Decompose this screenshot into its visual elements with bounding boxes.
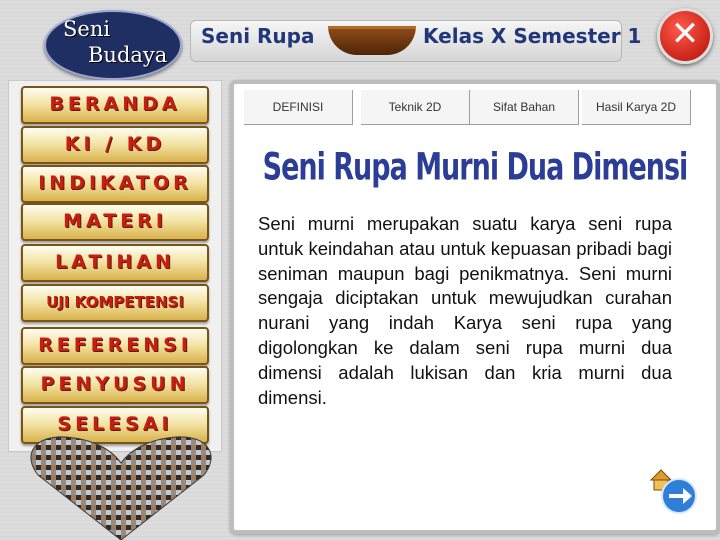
- next-arrow-icon: [662, 479, 696, 513]
- nav-label: LATIHAN: [55, 251, 175, 273]
- tab-label: Teknik 2D: [388, 100, 442, 114]
- nav-materi[interactable]: [21, 203, 209, 241]
- class-info: Kelas X Semester 1: [423, 24, 642, 48]
- nav-label: KI / KD: [64, 133, 166, 155]
- subject-title: Seni Rupa: [201, 24, 315, 48]
- nav-ki-kd[interactable]: [21, 126, 209, 164]
- nav-latihan[interactable]: [21, 244, 209, 282]
- tab-teknik-2d[interactable]: [361, 90, 470, 125]
- nav-uji-kompetensi[interactable]: [21, 284, 209, 322]
- nav-label: PENYUSUN: [40, 373, 190, 395]
- tab-bar: [234, 90, 716, 126]
- tab-label: Sifat Bahan: [492, 100, 556, 114]
- nav-referensi[interactable]: [21, 327, 209, 365]
- logo-text-line1: Seni: [63, 17, 111, 41]
- content-heading: Seni Rupa Murni Dua Dimensi: [262, 145, 688, 190]
- nav-label: REFERENSI: [38, 334, 192, 356]
- tab-label: DEFINISI: [272, 100, 324, 114]
- nav-beranda[interactable]: [21, 86, 209, 124]
- nav-indikator[interactable]: [21, 165, 209, 203]
- nav-label: BERANDA: [49, 93, 181, 115]
- logo: [44, 10, 182, 80]
- next-button[interactable]: [647, 464, 699, 516]
- nav-label: INDIKATOR: [38, 172, 192, 194]
- tab-hasil-karya-2d[interactable]: [582, 90, 691, 125]
- nav-label: SELESAI: [57, 413, 173, 435]
- nav-penyusun[interactable]: [21, 366, 209, 404]
- content-paragraph: Seni murni merupakan suatu karya seni rupa untuk keindahan atau untuk kepuasan pribadi bagi seniman maupun bagi penikmatnya. Seni murni sengaja diciptakan untuk mewujudkan curahan nurani yang indah Karya seni rupa yang digolongkan ke dalam seni rupa murni dua dimensi adalah lukisan dan kria murni dua dimensi.: [258, 213, 672, 408]
- close-button[interactable]: [657, 8, 713, 64]
- mosaic-heart-image: [26, 435, 216, 540]
- close-icon: ✕: [670, 14, 700, 54]
- tab-sifat-bahan[interactable]: [470, 90, 579, 125]
- tab-definisi[interactable]: [244, 90, 353, 125]
- tab-label: Hasil Karya 2D: [595, 100, 677, 114]
- logo-text-line2: Budaya: [88, 43, 168, 67]
- header: [0, 0, 720, 80]
- nav-label: MATERI: [63, 210, 167, 232]
- nav-label: UJI KOMPETENSI: [46, 293, 184, 311]
